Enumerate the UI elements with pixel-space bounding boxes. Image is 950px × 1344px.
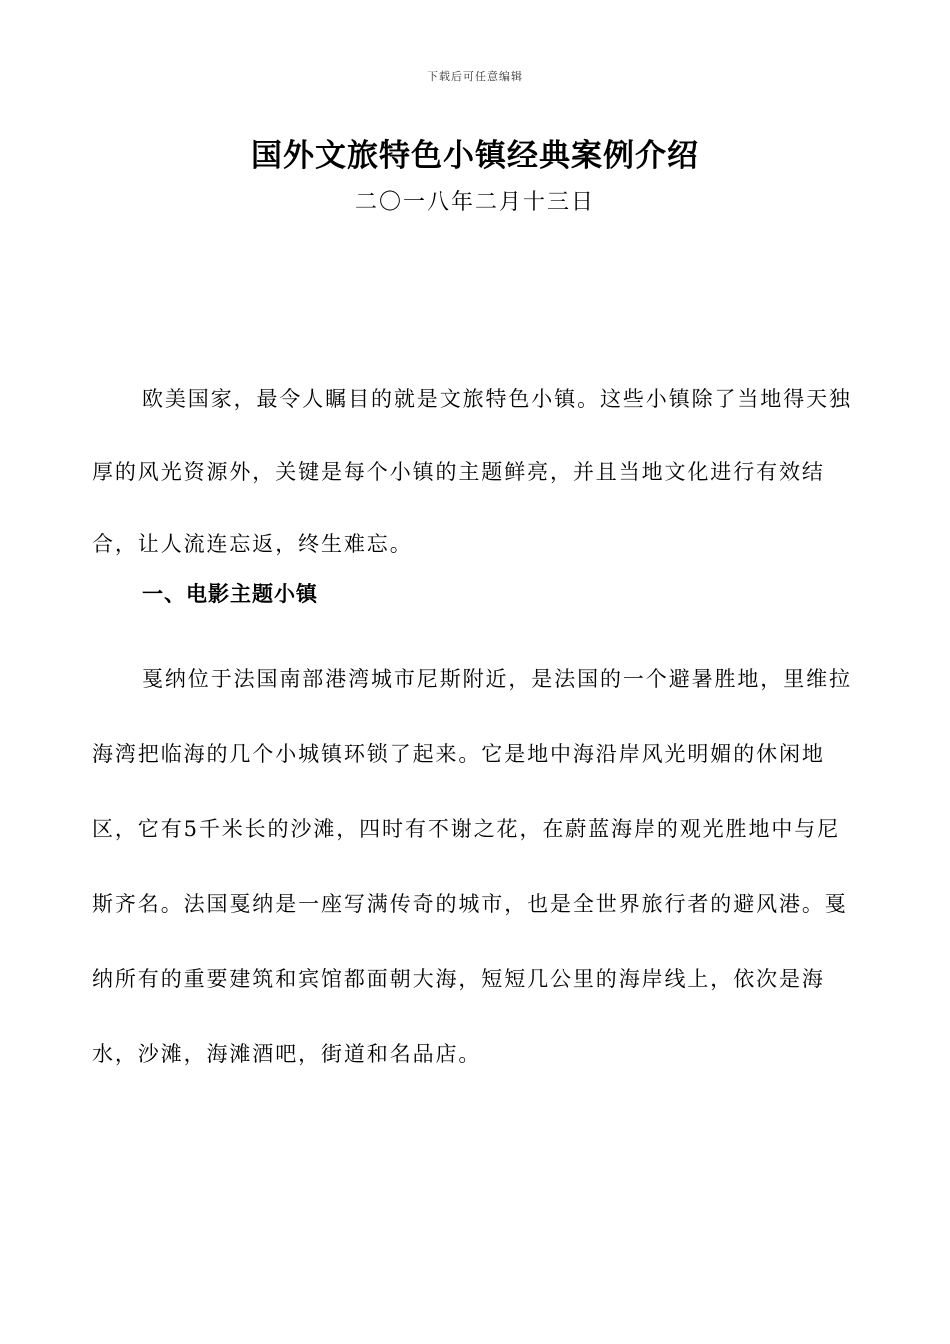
section-heading: 一、电影主题小镇 [142,582,318,606]
header-note: 下载后可任意编辑 [427,70,523,83]
section-paragraph: 戛纳位于法国南部港湾城市尼斯附近，是法国的一个避暑胜地，里维拉海湾把临海的几个小城镇环锁了起来。它是地中海沿岸风光明媚的休闲地区，它有5千米长的沙滩，四时有不谢之花，在蔚蓝海岸的观光胜地中与尼斯齐名。法国戛纳是一座写满传奇的城市，也是全世界旅行者的避风港。戛纳所有的重要建筑和宾馆都面朝大海，短短几公里的海岸线上，依次是海水，沙滩，海滩酒吧，街道和名品店。 [92,667,852,1066]
document-date: 二〇一八年二月十三日 [354,190,595,215]
intro-paragraph: 欧美国家，最令人瞩目的就是文旅特色小镇。这些小镇除了当地得天独厚的风光资源外，关键是每个小镇的主题鲜亮，并且当地文化进行有效结合，让人流连忘返，终生难忘。 [92,387,852,556]
document-title: 国外文旅特色小镇经典案例介绍 [251,138,699,174]
